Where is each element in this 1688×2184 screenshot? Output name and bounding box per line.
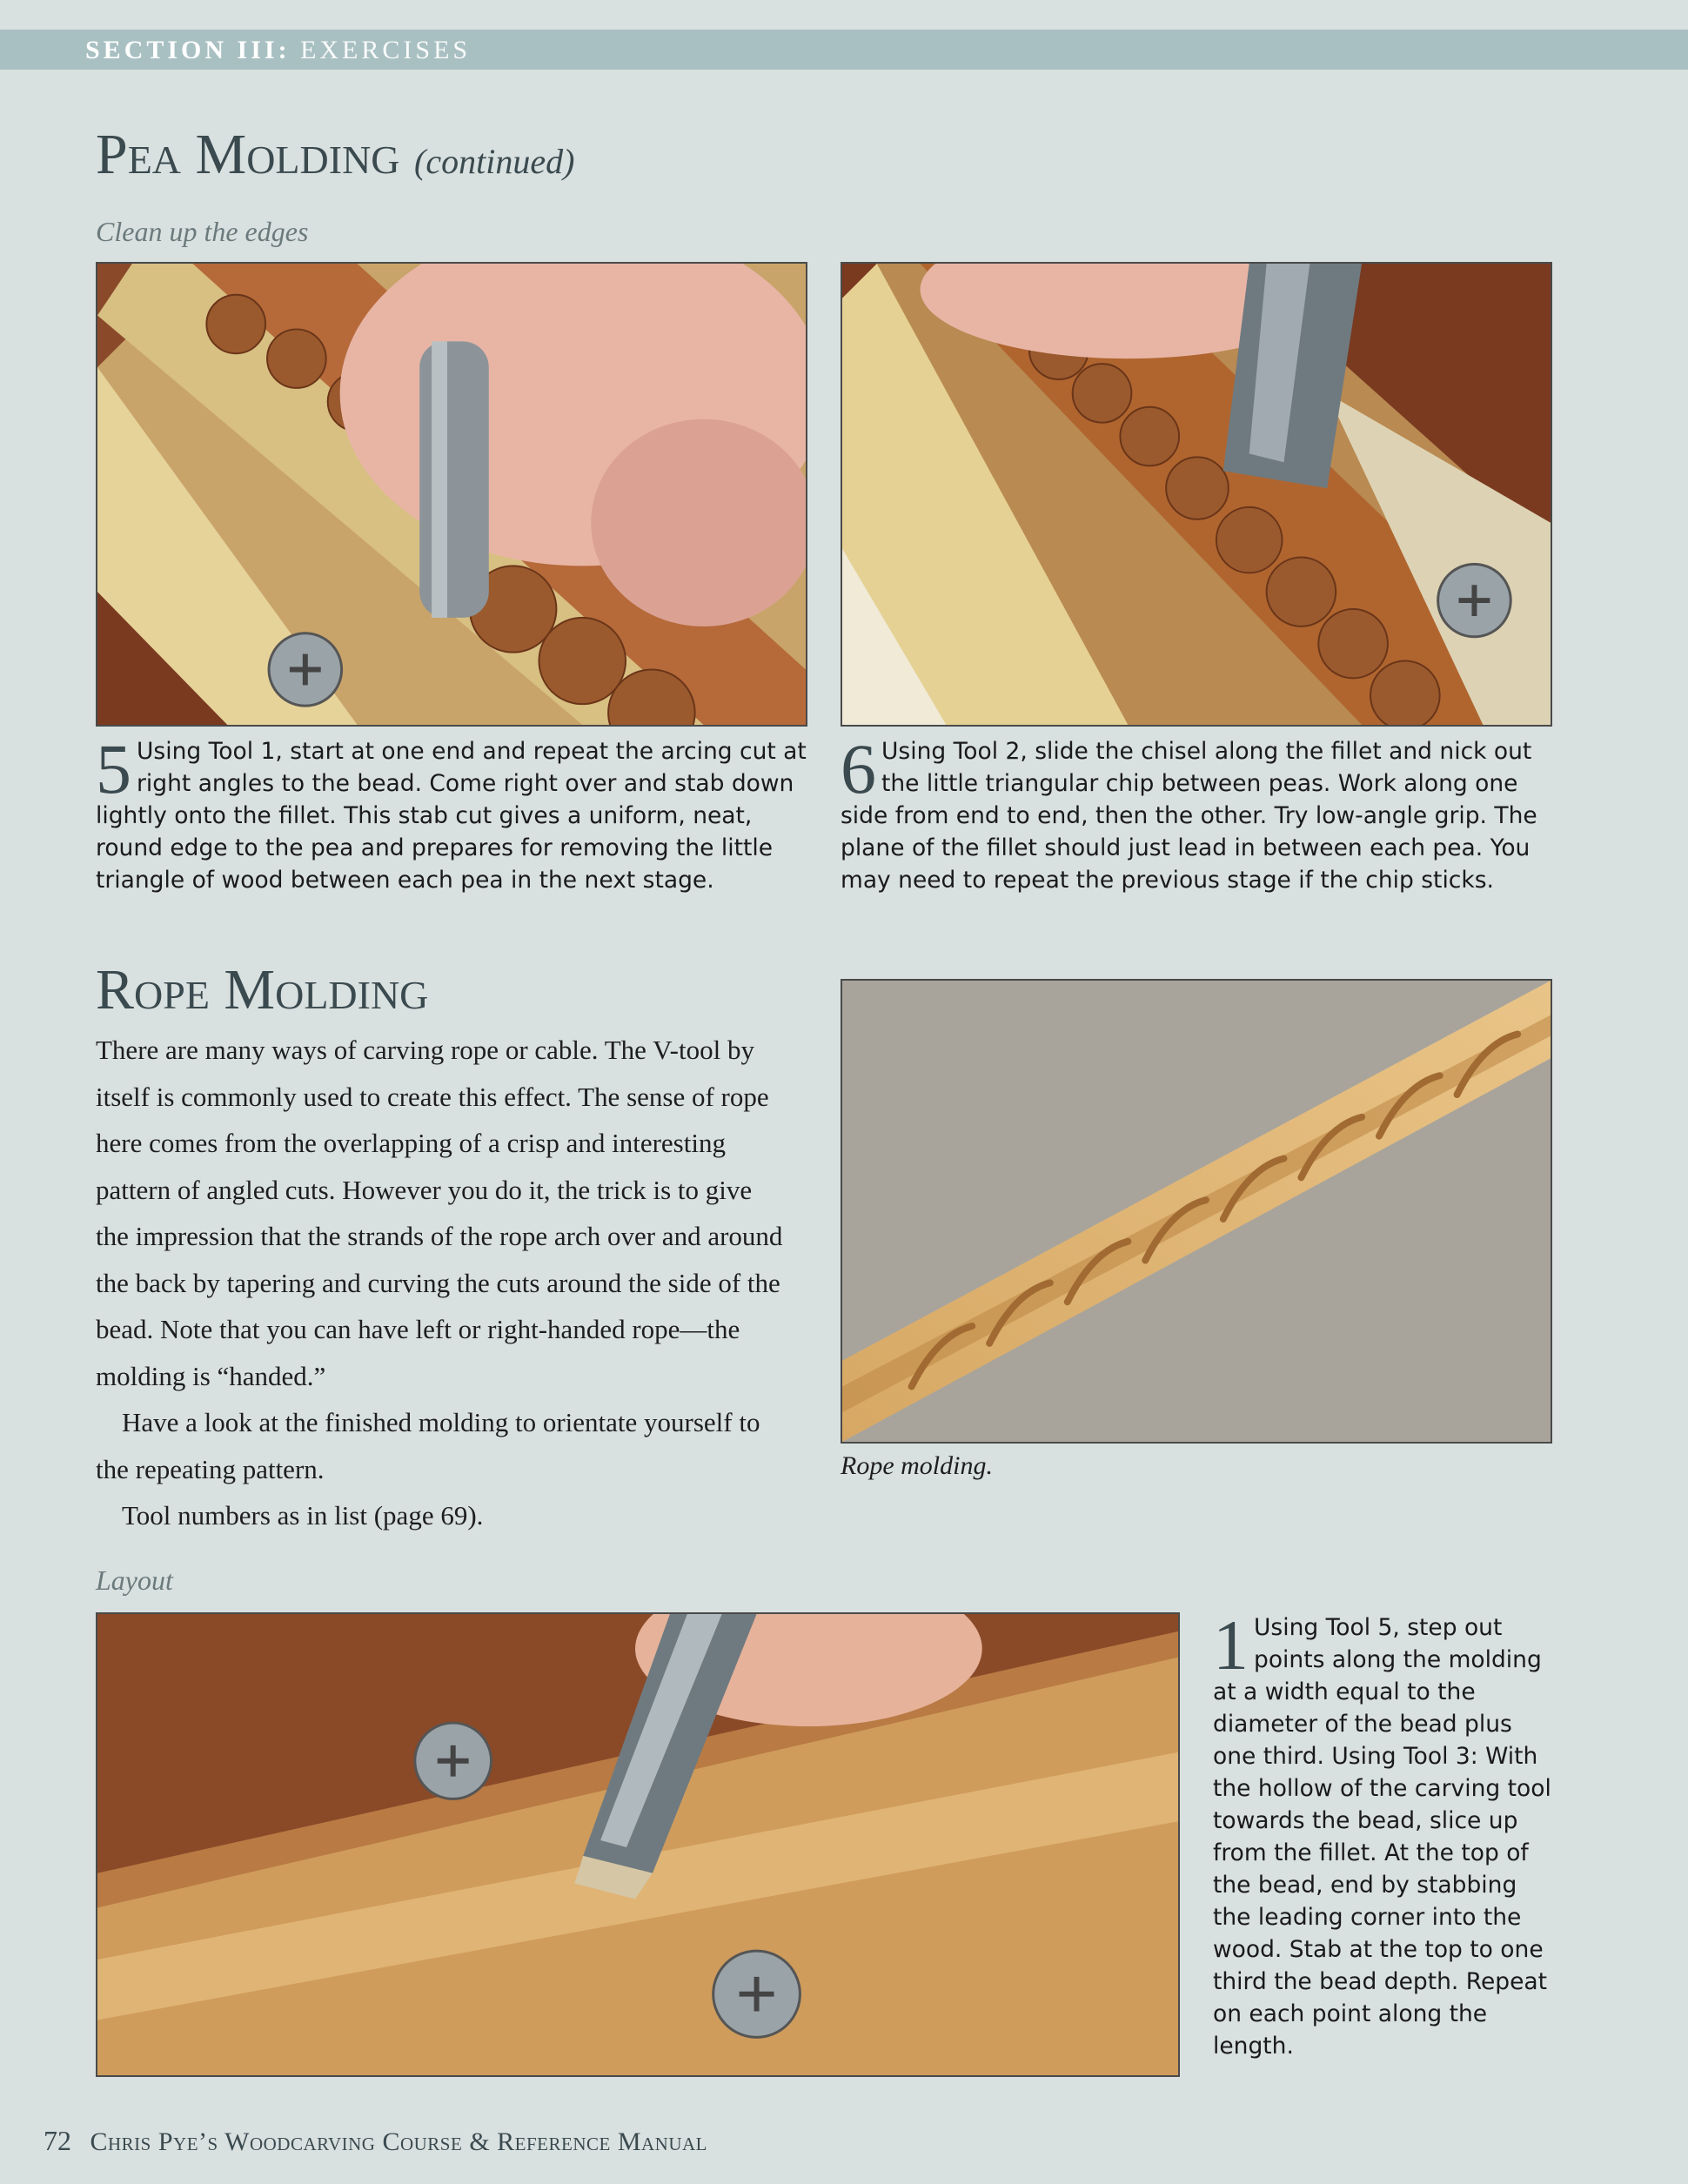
pea-title-text: Pea Molding — [96, 123, 400, 186]
clean-edges-subhead: Clean up the edges — [96, 216, 309, 247]
pea-molding-title — [96, 122, 574, 195]
section-label: SECTION III: — [85, 36, 291, 64]
book-title: Chris Pye’s Woodcarving Course & Reference Manual — [90, 2127, 707, 2156]
step5-caption — [96, 729, 807, 896]
page-number: 72 — [44, 2125, 71, 2156]
rope-paragraph: Have a look at the finished molding to orientate yourself to the repeating pattern. — [96, 1407, 760, 1484]
step1-number: 1 — [1213, 1605, 1249, 1685]
rope-molding-photo — [841, 979, 1552, 1444]
section-subject: EXERCISES — [300, 36, 472, 64]
step5-text: Using Tool 1, start at one end and repeat the arcing cut at right angles to the bead. Come right over and stab down lightly onto the fillet. This stab cut gives a uniform, neat, round edge to the pea and prepares for removing the little triangle of wood between each pea in the next stage. — [96, 738, 807, 894]
step1-text: Using Tool 5, step out points along the molding at a width equal to the diameter of the bead plus one third. Using Tool 3: With the hollow of the carving tool towards the bead, slice up from the fillet. At the top of the bead, end by stabbing the leading corner into the wood. Stab at the top to one third the bead depth. Repeat on each point along the length. — [1213, 1614, 1551, 2060]
rope-paragraph: Tool numbers as in list (page 69). — [122, 1500, 484, 1531]
step6-caption — [841, 729, 1552, 896]
step6-text: Using Tool 2, slide the chisel along the fillet and nick out the little triangular chip between peas. Work along one side from end to end, then the other. Try low-angle grip. The plane of the fillet should just lead in between each pea. You may need to repeat the previous stage if the chip sticks. — [841, 738, 1537, 894]
step6-photo — [841, 262, 1552, 727]
rope-paragraph: There are many ways of carving rope or cable. The V-tool by itself is commonly used to create this effect. The sense of rope here comes from the overlapping of a crisp and interesting pattern of angled cuts. However you do it, the trick is to give the impression that the strands of the rope arch over and around the back by tapering and curving the cuts around the side of the bead. Note that you can have left or right-handed rope—the molding is “handed.” — [96, 1035, 783, 1391]
page-footer — [44, 2125, 707, 2157]
rope-molding-title: Rope Molding — [96, 958, 429, 1022]
section-header-bar — [0, 30, 1688, 70]
pea-title-continued: (continued) — [414, 142, 575, 181]
layout-photo — [96, 1612, 1180, 2077]
step5-photo — [96, 262, 807, 727]
rope-photo-caption: Rope molding. — [841, 1451, 993, 1480]
layout-step1-caption — [1213, 1605, 1561, 2062]
section-header — [85, 35, 471, 66]
step5-number: 5 — [96, 729, 131, 808]
step6-number: 6 — [841, 729, 876, 808]
layout-subhead: Layout — [96, 1564, 173, 1596]
rope-body-text — [96, 1027, 783, 1539]
